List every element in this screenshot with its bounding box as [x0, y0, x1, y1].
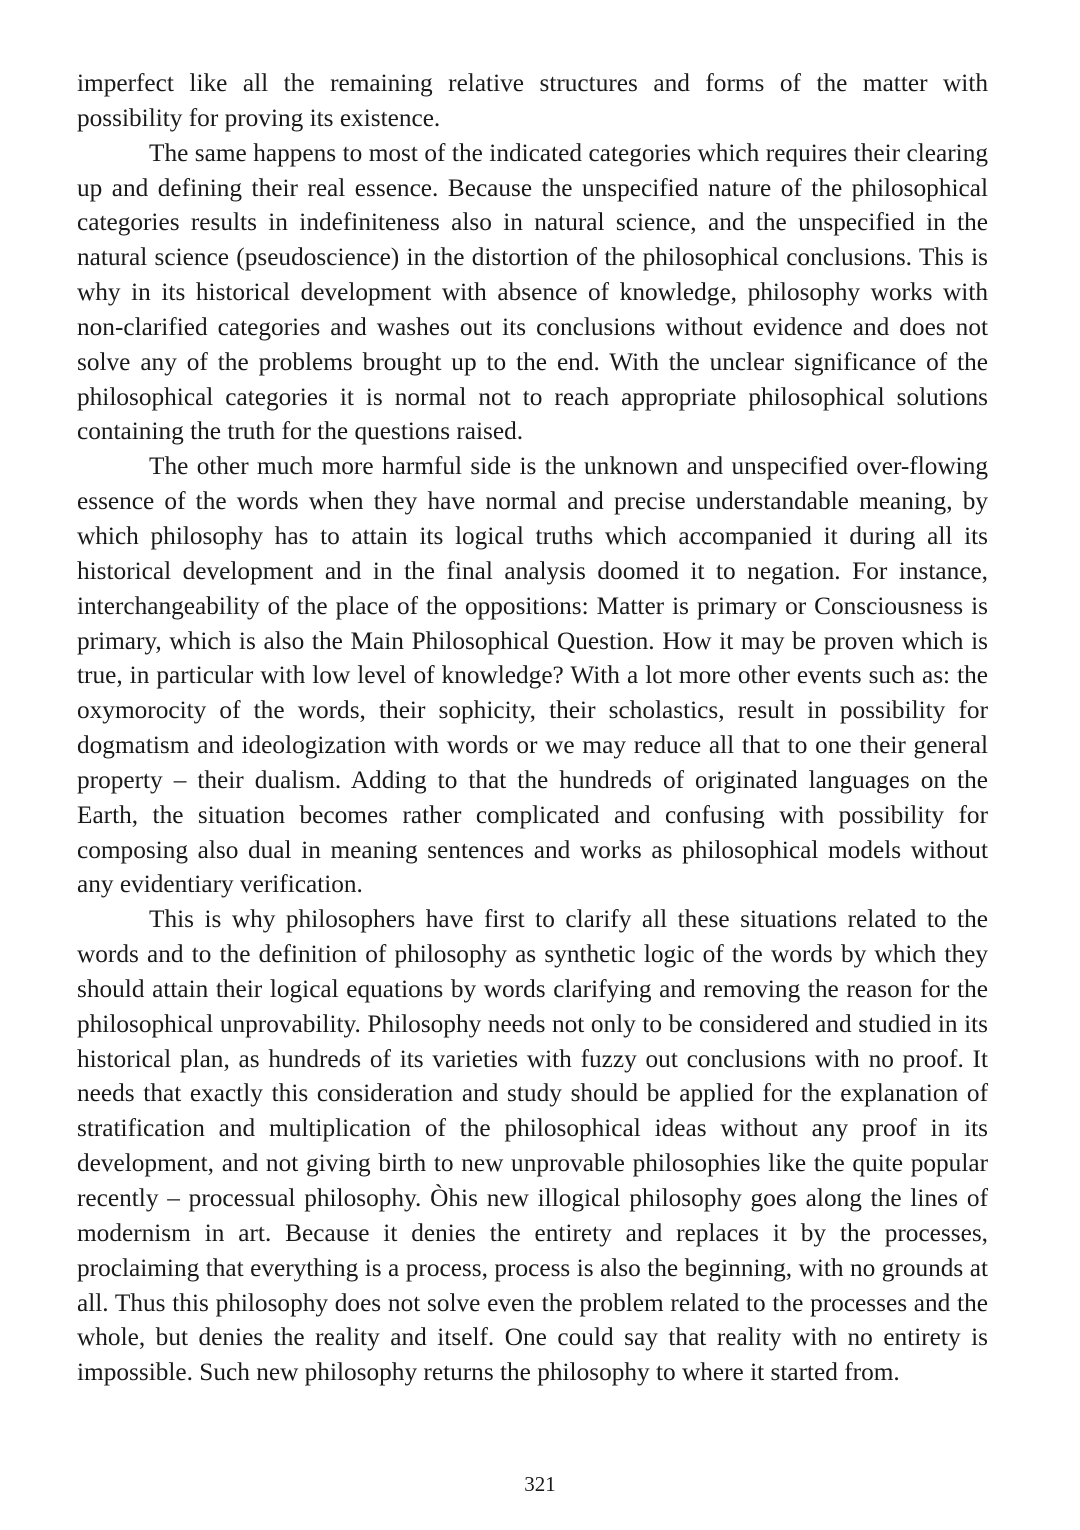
body-text — [77, 66, 988, 1390]
page-number: 321 — [524, 1472, 556, 1496]
paragraph-4: This is why philosophers have first to clarify all these situations related to the words and to the definition of philosophy as synthetic logic of the words by which they should attain their logical equations by words clarifying and removing the reason for the philosophical unprovability. Philosophy needs not only to be considered and studied in its historical plan, as hundreds of its varieties with fuzzy out conclusions with no proof. It needs that exactly this consideration and study should be applied for the explanation of stratification and multiplication of the philosophical ideas without any proof in its development, and not giving birth to new unprovable philosophies like the quite popular recently – processual philosophy. Òhis new illogical philosophy goes along the lines of modernism in art. Because it denies the entirety and replaces it by the processes, proclaiming that everything is a process, process is also the beginning, with no grounds at all. Thus this philosophy does not solve even the problem related to the processes and the whole, but denies the reality and itself. One could say that reality with no entirety is impossible. Such new philosophy returns the philosophy to where it started from. — [77, 905, 988, 1387]
paragraph-3: The other much more harmful side is the unknown and unspecified over-flowing essence of the words when they have normal and precise understandable meaning, by which philosophy has to attain its logical truths which accompanied it during all its historical development and in the final analysis doomed it to negation. For instance, interchangeability of the place of the oppositions: Matter is primary or Consciousness is primary, which is also the Main Philosophical Question. How it may be proven which is true, in particular with low level of knowledge? With a lot more other events such as: the oxymorocity of the words, their sophicity, their scholastics, result in possibility for dogmatism and ideologization with words or we may reduce all that to one their general property – their dualism. Adding to that the hundreds of originated languages on the Earth, the situation becomes rather complicated and confusing with possibility for composing also dual in meaning sentences and works as philosophical models without any evidentiary verification. — [77, 452, 988, 899]
paragraph-2: The same happens to most of the indicated categories which requires their clearing up and defining their real essence. Because the unspecified nature of the philosophical categories results in indefiniteness also in natural science, and the unspecified in the natural science (pseudoscience) in the distortion of the philosophical conclusions. This is why in its historical development with absence of knowledge, philosophy works with non-clarified categories and washes out its conclusions without evidence and does not solve any of the problems brought up to the end. With the unclear significance of the philosophical categories it is normal not to reach appropriate philosophical solutions containing the truth for the questions raised. — [77, 138, 988, 446]
paragraph-1: imperfect like all the remaining relative structures and forms of the matter with possibility for proving its existence. — [77, 69, 988, 132]
